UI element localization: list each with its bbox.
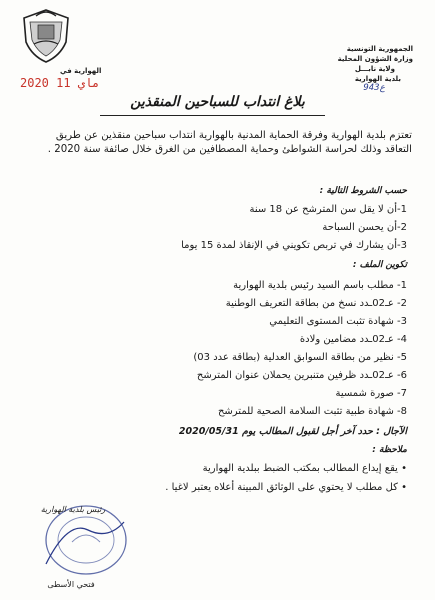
- notice-title: بلاغ انتداب للسباحين المنقذين: [130, 94, 305, 110]
- condition-item: 1-أن لا يقل سن المترشح عن 18 سنة: [249, 204, 407, 215]
- note-text: كل مطلب لا يحتوي على الوثائق المبينة أعلاه يعتبر لاغيا .: [165, 482, 398, 493]
- file-heading: تكوين الملف :: [352, 260, 407, 270]
- note-item: [165, 481, 407, 495]
- signatory-name: فتحي الأسطى: [47, 580, 95, 589]
- note-text: يقع إيداع المطالب بمكتب الضبط ببلدية الهوارية: [202, 463, 398, 474]
- file-item: 8- شهادة طبية تثبت السلامة الصحية للمترشح: [217, 406, 407, 417]
- file-item: 1- مطلب باسم السيد رئيس بلدية الهوارية: [233, 280, 407, 291]
- date-stamp: 2020 ماي 11: [20, 76, 100, 90]
- conditions-heading: حسب الشروط التالية :: [319, 186, 407, 196]
- header-ministry: وزارة الشؤون المحلية: [337, 55, 413, 63]
- header-governorate: ولاية نابـــل: [354, 65, 395, 73]
- file-item: 4- عـ02ـدد مضامين ولادة: [299, 334, 407, 345]
- bullet-icon: •: [397, 482, 407, 493]
- file-item: 7- صورة شمسية: [335, 388, 407, 399]
- title-underline: [100, 115, 325, 116]
- file-item: 5- نظير من بطاقة السوابق العدلية (بطاقة عدد 03): [193, 352, 407, 363]
- header-republic: الجمهورية التونسية: [346, 45, 413, 53]
- condition-item: 2-أن يحسن السباحة: [322, 222, 407, 233]
- file-item: 3- شهادة تثبت المستوى التعليمي: [269, 316, 407, 327]
- note-item: [203, 462, 407, 476]
- file-item: 2- عـ02ـدد نسخ من بطاقة التعريف الوطنية: [225, 298, 407, 309]
- municipal-emblem: [20, 8, 72, 64]
- place-date-label: الهوارية في: [60, 67, 102, 75]
- header-municipality: بلدية الهوارية: [354, 75, 401, 83]
- reference-number: 943ع: [363, 83, 385, 93]
- condition-item: 3-أن يشارك في تربص تكويني في الإنقاذ لمدة 15 يوما: [181, 240, 407, 251]
- file-item: 6- عـ02ـدد ظرفين متنبرين يحملان عنوان المترشح: [196, 370, 407, 381]
- notes-heading: ملاحظة :: [372, 445, 407, 455]
- intro-paragraph: تعتزم بلدية الهوارية وفرقة الحماية المدنية بالهوارية انتداب سباحين منقذين عن طريق التعاقد وذلك لحراسة الشواطئ وحماية المصطافين من الغرق خلال صائفة سنة 2020 .: [47, 130, 412, 155]
- bullet-icon: •: [397, 463, 407, 474]
- deadline-line: الآجال : حدد آخر أجل لقبول المطالب يوم 2020/05/31: [178, 426, 407, 437]
- signatory-title: رئيس بلدية الهوارية: [40, 505, 106, 514]
